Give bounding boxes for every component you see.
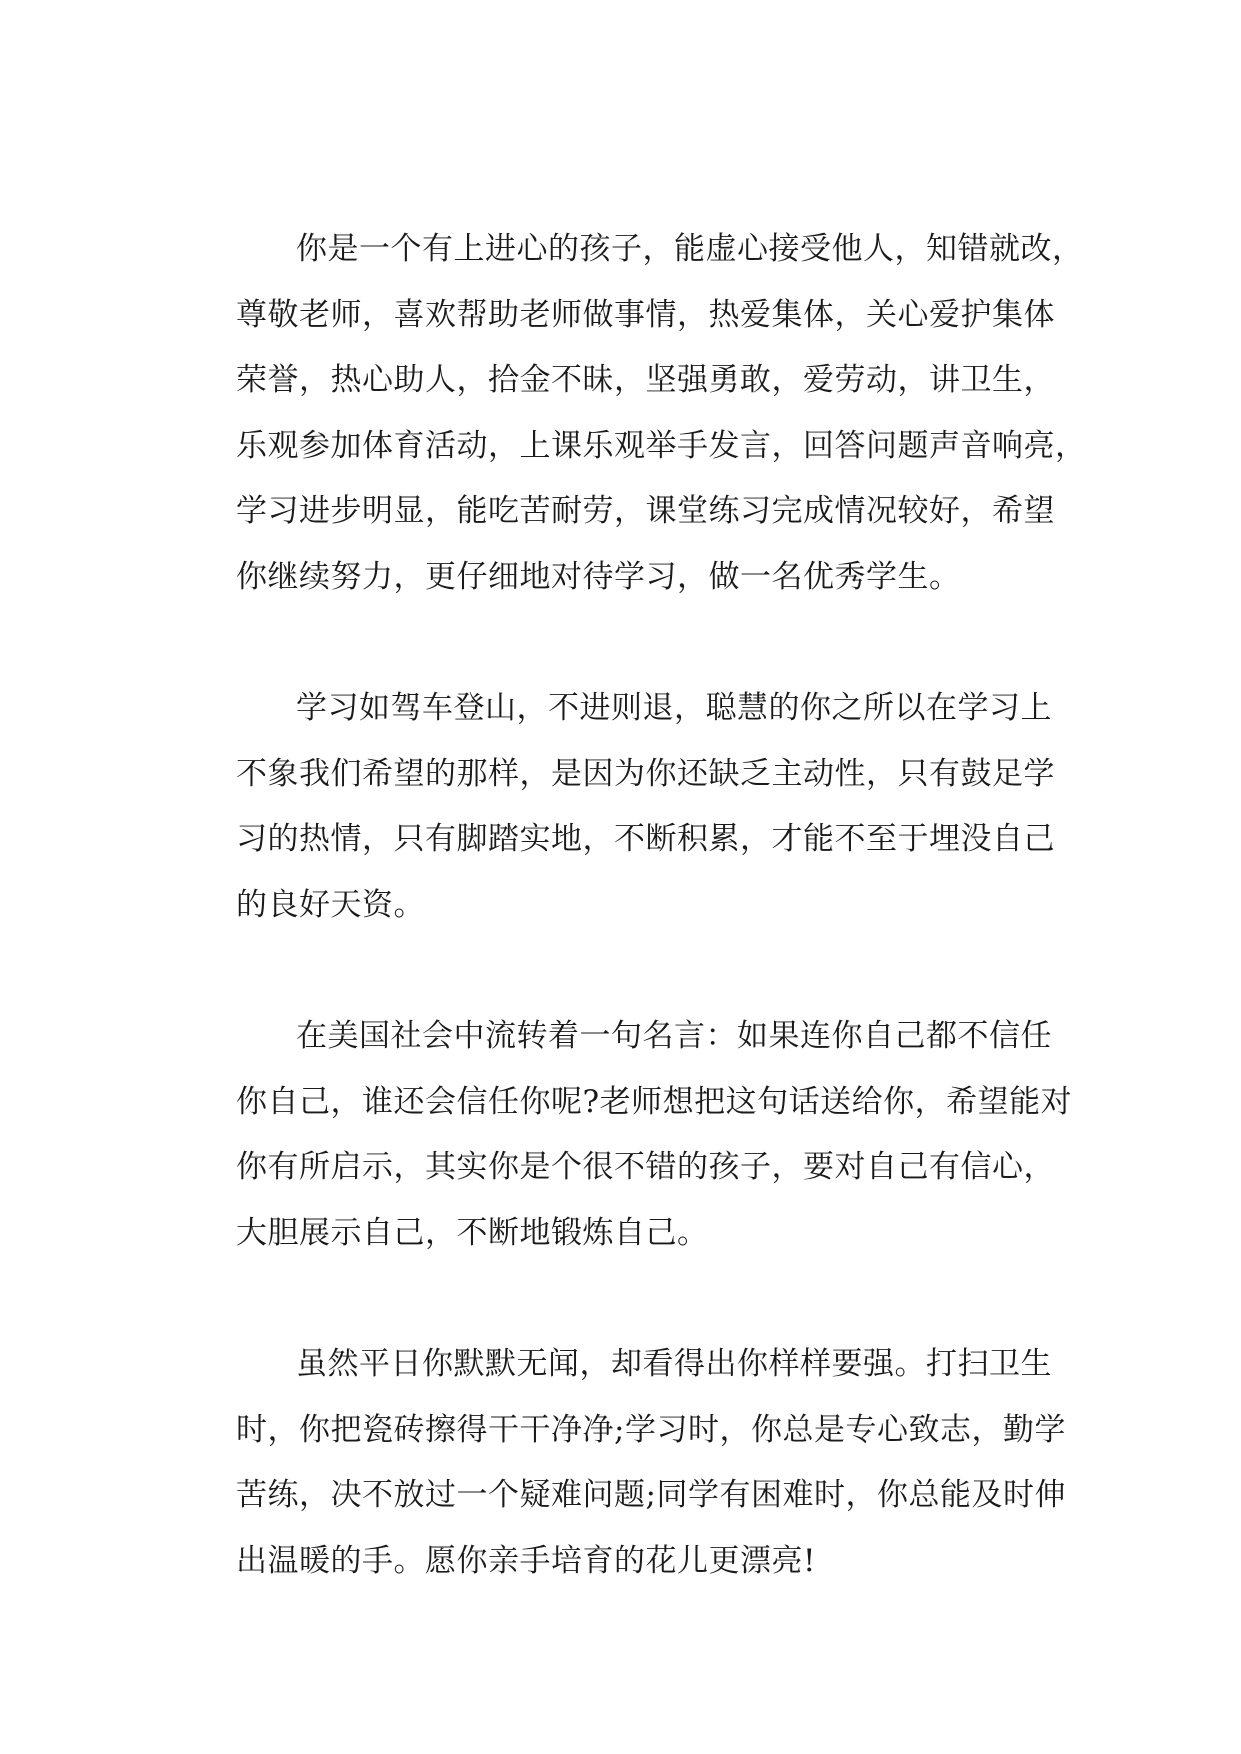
paragraph-line: 的良好天资。 (236, 886, 425, 923)
paragraph-4 (236, 1332, 1066, 1594)
paragraph-line: 你有所启示，其实你是个很不错的孩子，要对自己有信心， (236, 1149, 1055, 1185)
paragraph-1 (236, 217, 1087, 610)
paragraph-2 (236, 676, 1055, 938)
paragraph-line: 不象我们希望的那样，是因为你还缺乏主动性，只有鼓足学 (236, 755, 1055, 792)
paragraph-line: 荣誉，热心助人，拾金不昧，坚强勇敢，爱劳动，讲卫生， (236, 362, 1055, 398)
paragraph-line: 学习如驾车登山，不进则退，聪慧的你之所以在学习上 (296, 690, 1052, 726)
paragraph-line: 苦练，决不放过一个疑难问题;同学有困难时，你总能及时伸 (236, 1477, 1066, 1513)
paragraph-3 (236, 1004, 1073, 1266)
paragraph-line: 出温暖的手。愿你亲手培育的花儿更漂亮! (236, 1542, 816, 1579)
paragraph-line: 时，你把瓷砖擦得干干净净;学习时，你总是专心致志，勤学 (236, 1411, 1066, 1448)
paragraph-line: 在美国社会中流转着一句名言：如果连你自己都不信任 (296, 1018, 1052, 1054)
paragraph-line: 学习进步明显，能吃苦耐劳，课堂练习完成情况较好，希望 (236, 493, 1055, 529)
paragraph-line: 你自己，谁还会信任你呢?老师想把这句话送给你，希望能对 (236, 1083, 1073, 1120)
paragraph-line: 你是一个有上进心的孩子，能虚心接受他人，知错就改， (296, 231, 1084, 267)
paragraph-line: 乐观参加体育活动，上课乐观举手发言，回答问题声音响亮， (236, 427, 1087, 464)
paragraph-line: 尊敬老师，喜欢帮助老师做事情，热爱集体，关心爱护集体 (236, 296, 1055, 333)
paragraph-line: 你继续努力，更仔细地对待学习，做一名优秀学生。 (236, 558, 961, 595)
paragraph-line: 虽然平日你默默无闻，却看得出你样样要强。打扫卫生 (296, 1346, 1052, 1382)
paragraph-line: 大胆展示自己，不断地锻炼自己。 (236, 1214, 709, 1251)
paragraph-line: 习的热情，只有脚踏实地，不断积累，才能不至于埋没自己 (236, 821, 1055, 857)
